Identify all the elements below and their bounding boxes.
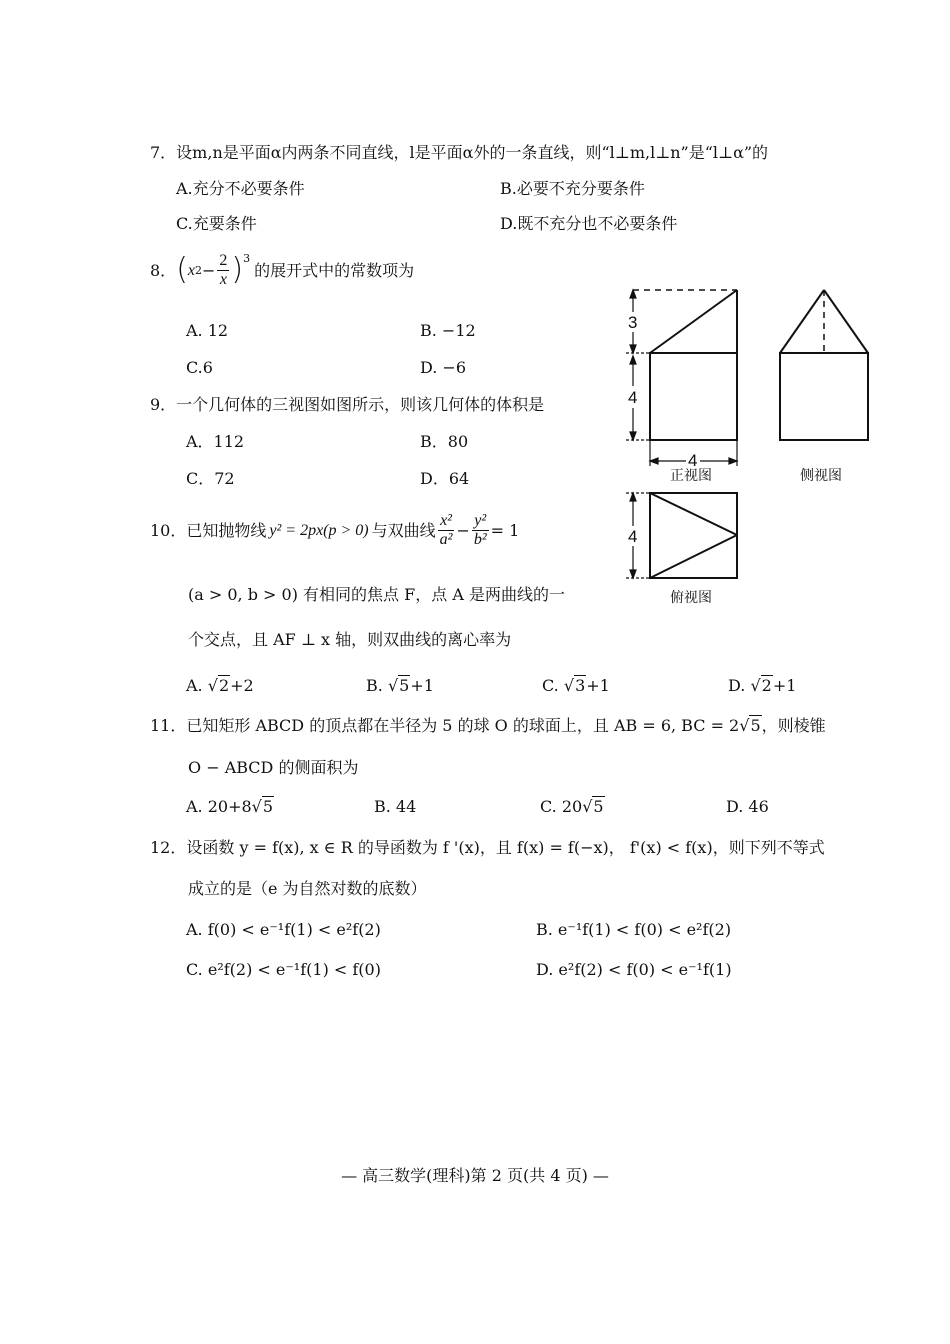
q7-stem: 7．设m,n是平面α内两条不同直线，l是平面α外的一条直线，则“l⊥m,l⊥n”是“l⊥α”的 — [150, 143, 769, 162]
q12-option-b: B. e⁻¹f(1) < f(0) < e²f(2) — [536, 920, 732, 939]
q10-b-radicand: 5 — [399, 676, 410, 695]
left-paren: ( — [176, 252, 188, 288]
q11-line1-b: ，则棱锥 — [761, 716, 826, 735]
sqrt-symbol: √5 — [251, 797, 274, 816]
three-view-figure — [600, 280, 890, 620]
front-view-square — [650, 353, 737, 440]
q10-d-tail: +1 — [772, 676, 797, 695]
sqrt-symbol: √5 — [582, 797, 604, 816]
q8-power: 3 — [243, 252, 251, 265]
q11-c-text: C. 20 — [540, 797, 583, 816]
q10-mid: 与双曲线 — [371, 520, 436, 540]
q11-option-a — [186, 797, 274, 816]
q8-frac-num: 2 — [219, 252, 228, 269]
q8-x: x — [187, 261, 196, 279]
q10-line3: 个交点，且 AF ⊥ x 轴，则双曲线的离心率为 — [188, 630, 512, 649]
dim-label-3: 3 — [628, 313, 638, 332]
q10-b-tail: +1 — [410, 676, 434, 695]
q11-line1-a: 11．已知矩形 ABCD 的顶点都在半径为 5 的球 O 的球面上，且 AB = 6, BC = 2 — [150, 716, 740, 735]
q10-frac-y — [472, 512, 489, 548]
q11-a-text: A. 20+8 — [186, 797, 252, 816]
q10-c-label: C. — [542, 676, 559, 695]
q9-option-d: D．64 — [420, 469, 470, 488]
q11-line2: O − ABCD 的侧面积为 — [188, 758, 359, 777]
dim-label-4-height: 4 — [628, 388, 638, 407]
q12-line1: 12．设函数 y = f(x), x ∈ R 的导函数为 f '(x)，且 f(x) = f(−x)， f'(x) < f(x)，则下列不等式 — [150, 838, 825, 857]
q10-c-tail: +1 — [586, 676, 610, 695]
q10-d-label: D. — [728, 676, 746, 695]
q8-frac-den: x — [219, 270, 227, 288]
q7-option-c: C.充要条件 — [176, 214, 257, 233]
arrow-icon — [630, 570, 636, 578]
q10-option-c — [542, 676, 610, 695]
arrow-icon — [630, 345, 636, 353]
q10-a-tail: +2 — [230, 676, 254, 695]
q9-stem: 9．一个几何体的三视图如图所示，则该几何体的体积是 — [150, 395, 545, 414]
q8-minus: − — [202, 260, 216, 280]
dim-label-4-top: 4 — [628, 527, 638, 546]
q9-option-c: C．72 — [186, 469, 235, 488]
q10-parabola: y² = 2px(p > 0) — [269, 521, 369, 539]
q8-option-c: C.6 — [186, 358, 213, 377]
side-view-left-roof — [780, 290, 824, 353]
arrow-icon — [630, 432, 636, 440]
q11-option-d: D. 46 — [726, 797, 769, 816]
q10-a-radicand: 2 — [218, 676, 230, 695]
q7-option-d: D.既不充分也不必要条件 — [500, 214, 678, 233]
q10-option-a — [186, 676, 254, 695]
side-view-square — [780, 353, 868, 440]
side-view-label: 侧视图 — [800, 468, 842, 484]
arrow-icon — [630, 356, 636, 364]
q10-minus: − — [456, 520, 470, 540]
q12-option-c: C. e²f(2) < e⁻¹f(1) < f(0) — [186, 960, 381, 979]
q10-line2: (a > 0, b > 0) 有相同的焦点 F，点 A 是两曲线的一 — [188, 585, 565, 604]
arrow-icon — [650, 458, 658, 464]
q11-line1-radicand: 5 — [750, 716, 761, 735]
q8-stem — [150, 252, 414, 288]
sqrt-symbol: √2 — [750, 676, 772, 695]
q7-option-a: A.充分不必要条件 — [176, 179, 305, 198]
q10-frac-x-den: a² — [439, 530, 453, 548]
q10-frac-x — [438, 512, 455, 548]
q7-option-b: B.必要不充分要条件 — [500, 179, 645, 198]
front-view-slope — [650, 290, 737, 353]
q10-frac-y-num: y² — [472, 512, 489, 531]
q9-option-b: B．80 — [420, 432, 469, 451]
q10-b-label: B. — [366, 676, 383, 695]
q10-a-label: A. — [186, 676, 203, 695]
q12-option-a: A. f(0) < e⁻¹f(1) < e²f(2) — [186, 920, 381, 939]
sqrt-symbol: √3 — [563, 676, 586, 695]
top-view-label: 俯视图 — [670, 590, 712, 606]
q8-option-a: A. 12 — [186, 321, 229, 340]
q10-c-radicand: 3 — [575, 676, 586, 695]
q8-stem-text: 的展开式中的常数项为 — [254, 260, 415, 280]
q12-line2: 成立的是（e 为自然对数的底数） — [188, 879, 427, 898]
q10-d-radicand: 2 — [761, 676, 772, 695]
arrow-icon — [729, 458, 737, 464]
q8-x-exponent: 2 — [195, 263, 203, 277]
q10-eq: = 1 — [490, 520, 520, 540]
arrow-icon — [630, 290, 636, 298]
q11-c-radicand: 5 — [593, 797, 604, 816]
sqrt-symbol: √5 — [739, 716, 761, 735]
q10-option-b — [366, 676, 434, 695]
q8-option-d: D. −6 — [420, 358, 467, 377]
q10-prefix: 10．已知抛物线 — [150, 520, 267, 540]
dim-label-4-width: 4 — [688, 451, 698, 470]
page-footer: — 高三数学(理科)第 2 页(共 4 页) — — [341, 1166, 609, 1185]
sqrt-symbol: √2 — [207, 676, 230, 695]
right-paren: ) — [231, 252, 244, 288]
arrow-icon — [630, 493, 636, 501]
q11-line1 — [150, 716, 826, 735]
q8-option-b: B. −12 — [420, 321, 476, 340]
q12-option-d: D. e²f(2) < f(0) < e⁻¹f(1) — [536, 960, 732, 979]
q10-frac-y-den: b² — [473, 530, 487, 548]
q10-stem — [150, 512, 519, 548]
sqrt-symbol: √5 — [387, 676, 410, 695]
q8-fraction — [217, 252, 229, 288]
q9-option-a: A．112 — [186, 432, 245, 451]
front-view-label: 正视图 — [670, 468, 712, 484]
top-view-square — [650, 493, 737, 578]
top-view-upper-diagonal — [650, 493, 737, 535]
q10-option-d — [728, 676, 796, 695]
q11-option-c — [540, 797, 605, 816]
q8-number: 8． — [150, 260, 177, 280]
q10-frac-x-num: x² — [438, 512, 455, 531]
top-view-lower-diagonal — [650, 535, 737, 578]
q11-a-radicand: 5 — [262, 797, 274, 816]
side-view-right-roof — [824, 290, 868, 353]
q11-option-b: B. 44 — [374, 797, 417, 816]
